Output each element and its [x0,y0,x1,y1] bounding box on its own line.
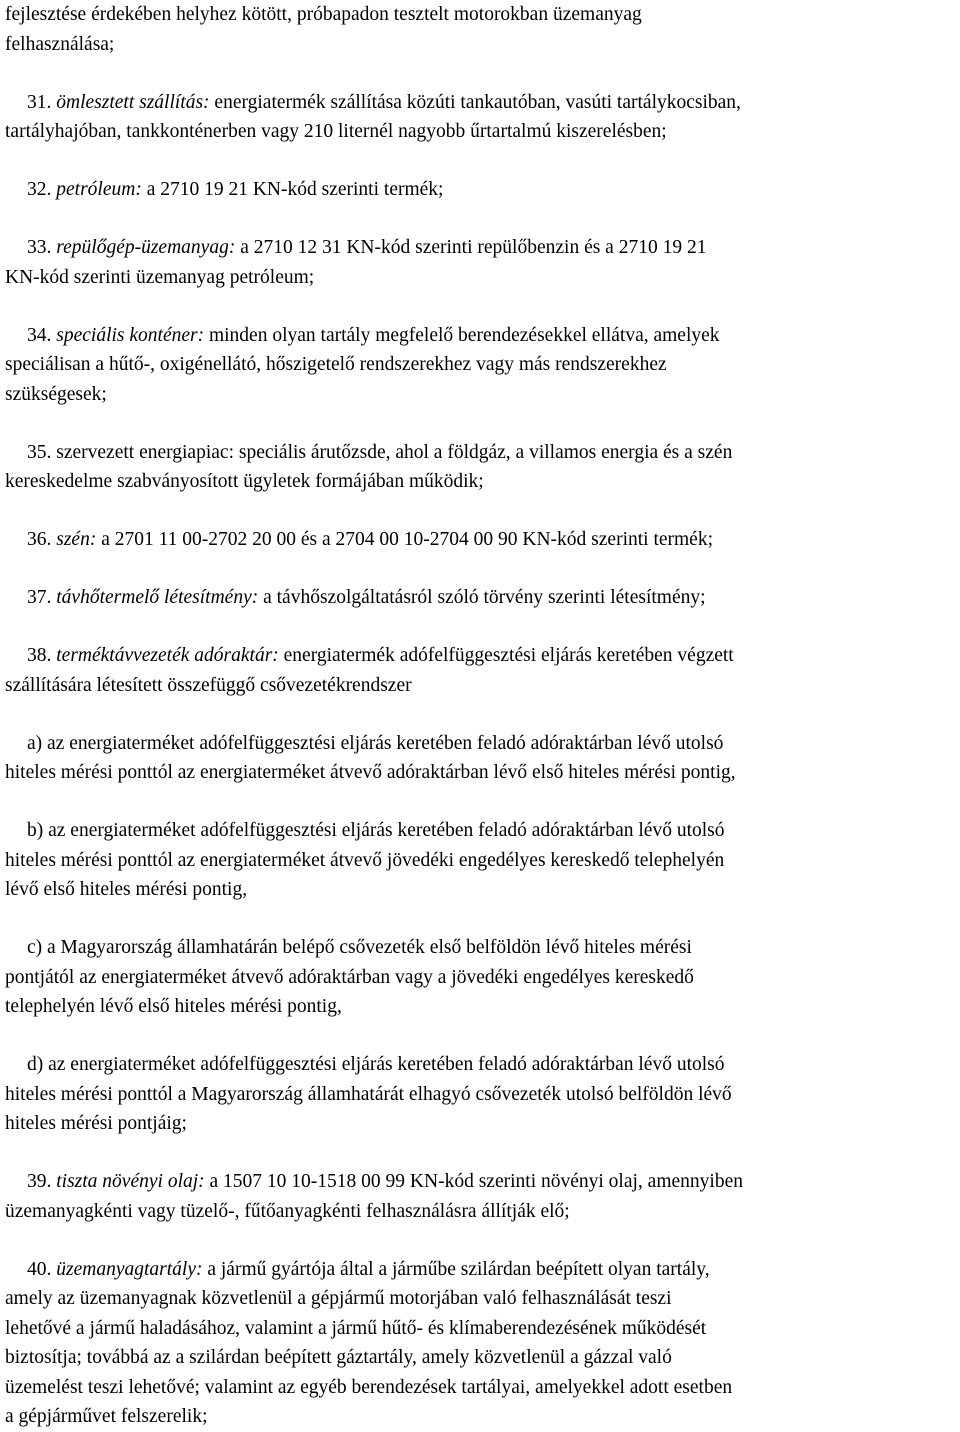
definition-40 [5,1255,955,1432]
definition-term: szén: [56,529,97,550]
text-line: pontjától az energiaterméket átvevő adóraktárban vagy a jövedéki engedélyes kereskedő [5,966,694,988]
definition-37 [5,583,955,613]
definition-first-line [5,175,955,205]
definition-term: speciális konténer: [56,324,205,346]
definition-first-line [5,525,955,555]
definition-term: üzemanyagtartály: [56,1258,203,1280]
definition-number: 35. [27,441,52,463]
paragraph-continuation [5,0,955,59]
text-line: hiteles mérési ponttól az energiaterméket átvevő adóraktárban lévő első hiteles mérési pontig, [5,762,736,783]
text-line: biztosítja; továbbá az a szilárdan beépített gáztartály, amely közvetlenül a gázzal való [5,1347,672,1368]
definition-text: energiatermék adófelfüggesztési eljárás keretében végzett [283,645,734,666]
definition-term: terméktávvezeték adóraktár: [56,645,279,666]
definition-text: a 2710 12 31 KN-kód szerinti repülőbenzin és a 2710 19 21 [240,237,707,258]
definition-text: a 1507 10 10-1518 00 99 KN-kód szerinti növényi olaj, amennyiben [209,1171,743,1192]
definition-first-line [5,1255,955,1285]
text-line: telephelyén lévő első hiteles mérési pontig, [5,996,342,1017]
definition-term: repülőgép-üzemanyag: [56,237,236,258]
text-line: lévő első hiteles mérési pontig, [5,879,248,900]
document-page [5,0,955,1432]
definition-term: ömlesztett szállítás: [56,91,210,113]
subitem-first-line: d) az energiaterméket adófelfüggesztési eljárás keretében feladó adóraktárban lévő utolsó [27,1054,725,1075]
text-line: fejlesztése érdekében helyhez kötött, próbapadon tesztelt motorokban üzemanyag [5,4,642,25]
definition-text: minden olyan tartály megfelelő berendezésekkel ellátva, amelyek [208,324,720,346]
definition-first-line [5,641,955,671]
text-line: hiteles mérési ponttól az energiaterméket átvevő jövedéki engedélyes kereskedő telephelyén [5,849,725,871]
subitem-c [5,933,955,1022]
definition-term: tiszta növényi olaj: [56,1171,205,1192]
definition-term: távhőtermelő létesítmény: [56,587,259,608]
definition-33 [5,233,955,292]
text-line: üzemelést teszi lehetővé; valamint az egyéb berendezések tartályai, amelyekkel adott esetben [5,1376,733,1398]
text-line: amely az üzemanyagnak közvetlenül a gépjármű motorjában való felhasználását teszi [5,1288,672,1309]
text-line: szükségesek; [5,383,107,405]
definition-term: petróleum: [56,179,142,200]
subitem-first-line: b) az energiaterméket adófelfüggesztési eljárás keretében feladó adóraktárban lévő utolsó [27,820,725,841]
definition-text: a 2710 19 21 KN-kód szerinti termék; [146,179,444,200]
definition-number: 36. [27,529,52,550]
definition-number: 33. [27,237,52,258]
definition-first-line [5,583,955,613]
text-line: szállítására létesített összefüggő csővezetékrendszer [5,674,412,696]
definition-32 [5,175,955,205]
definition-38 [5,641,955,700]
definition-first-line [5,438,955,468]
subitem-a [5,729,955,788]
definition-34 [5,321,955,410]
definition-number: 32. [27,179,52,200]
definition-36 [5,525,955,555]
text-line: hiteles mérési pontjáig; [5,1113,187,1134]
text-line: hiteles mérési ponttól a Magyarország államhatárát elhagyó csővezeték utolsó belföldön lévő [5,1083,732,1105]
definition-number: 34. [27,324,52,346]
definition-first-line [5,321,955,351]
text-line: üzemanyagkénti vagy tüzelő-, fűtőanyagkénti felhasználásra állítják elő; [5,1200,570,1222]
text-line: tartályhajóban, tankkonténerben vagy 210 liternél nagyobb űrtartalmú kiszerelésben; [5,121,667,142]
text-line: felhasználása; [5,33,115,55]
subitem-d [5,1050,955,1139]
text-line: lehetővé a jármű haladásához, valamint a jármű hűtő- és klímaberendezésének működését [5,1317,707,1339]
subitem-first-line: a) az energiaterméket adófelfüggesztési eljárás keretében feladó adóraktárban lévő utolsó [27,732,724,754]
definition-text: a távhőszolgáltatásról szóló törvény szerinti létesítmény; [263,587,706,608]
text-line: KN-kód szerinti üzemanyag petróleum; [5,266,315,288]
definition-35 [5,438,955,497]
definition-number: 40. [27,1258,52,1280]
definition-text: szervezett energiapiac: speciális árutőzsde, ahol a földgáz, a villamos energia és a szén [56,441,733,463]
definition-first-line [5,88,955,118]
definition-31 [5,88,955,147]
text-line: speciálisan a hűtő-, oxigénellátó, hőszigetelő rendszerekhez vagy más rendszerekhez [5,354,667,375]
definition-text: energiatermék szállítása közúti tankautóban, vasúti tartálykocsiban, [214,91,741,113]
definition-number: 31. [27,91,52,113]
definition-text: a 2701 11 00-2702 20 00 és a 2704 00 10-2704 00 90 KN-kód szerinti termék; [101,529,714,550]
definition-first-line [5,233,955,263]
definition-number: 39. [27,1171,52,1192]
text-line: kereskedelme szabványosított ügyletek formájában működik; [5,471,484,492]
definition-number: 38. [27,645,52,666]
subitem-first-line: c) a Magyarország államhatárán belépő csővezeték első belföldön lévő hiteles mérési [27,937,692,958]
definition-39 [5,1167,955,1226]
definition-text: a jármű gyártója által a járműbe szilárdan beépített olyan tartály, [207,1258,710,1280]
definition-first-line [5,1167,955,1197]
definition-number: 37. [27,587,52,608]
text-line: a gépjárművet felszerelik; [5,1406,208,1427]
subitem-b [5,816,955,905]
